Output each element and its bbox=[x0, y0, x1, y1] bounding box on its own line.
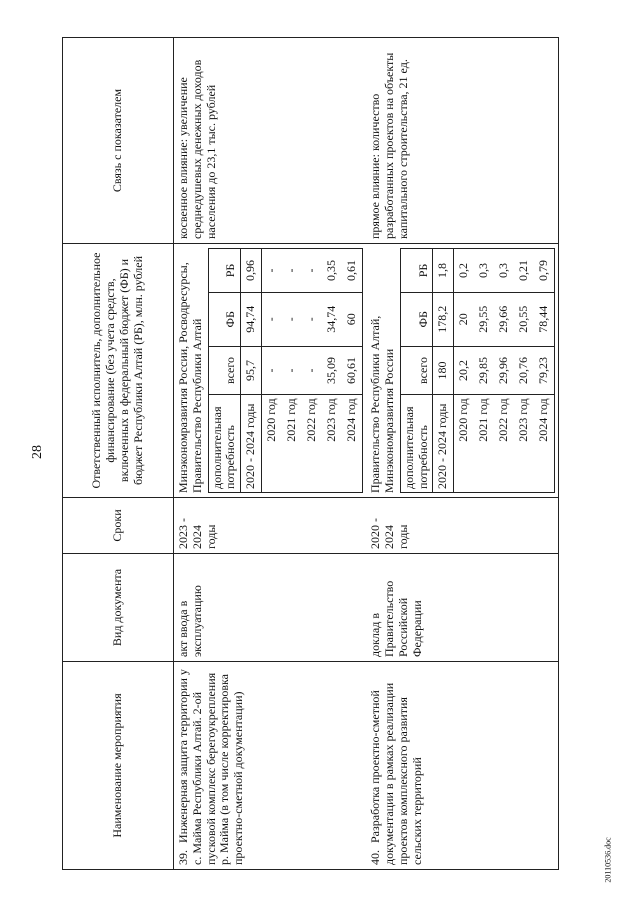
fin-row bbox=[494, 249, 514, 493]
fin-row bbox=[322, 249, 342, 493]
fin-total: 180 bbox=[433, 346, 454, 395]
header-measure-name: Наименование мероприятия bbox=[63, 662, 174, 870]
fin-period: 2021 год bbox=[282, 395, 302, 493]
terms-cell: 2023 - 2024 годы bbox=[174, 498, 367, 554]
fin-header-row bbox=[400, 249, 433, 493]
fin-total: 29,96 bbox=[494, 346, 514, 395]
page-number: 28 bbox=[30, 445, 45, 459]
fin-header-need: дополнительная потребность bbox=[400, 395, 433, 493]
executor-text: Минэкономразвития России, Росводресурсы, Правительство Республики Алтай bbox=[176, 262, 204, 493]
fin-total: 20,76 bbox=[514, 346, 534, 395]
fin-fb: 94,74 bbox=[241, 292, 262, 346]
fin-total: 95,7 bbox=[241, 346, 262, 395]
fin-fb: - bbox=[262, 292, 283, 346]
header-doc-type: Вид документа bbox=[63, 554, 174, 662]
fin-rb: 0,79 bbox=[534, 249, 555, 293]
fin-row bbox=[514, 249, 534, 493]
fin-period: 2020 год bbox=[454, 395, 475, 493]
header-terms: Сроки bbox=[63, 498, 174, 554]
doc-type-cell: доклад в Правительство Российской Федерации bbox=[366, 554, 559, 662]
measures-table bbox=[62, 37, 559, 870]
rotated-page-content bbox=[62, 38, 606, 870]
table-row bbox=[174, 38, 367, 870]
fin-rb: 0,3 bbox=[474, 249, 494, 293]
fin-rb: 0,35 bbox=[322, 249, 342, 293]
fin-fb: 34,74 bbox=[322, 292, 342, 346]
fin-row bbox=[241, 249, 262, 493]
fin-total: 79,23 bbox=[534, 346, 555, 395]
fin-header-fb: ФБ bbox=[400, 292, 433, 346]
financing-table bbox=[400, 248, 556, 493]
fin-fb: 178,2 bbox=[433, 292, 454, 346]
fin-total: 20,2 bbox=[454, 346, 475, 395]
header-responsible: Ответственный исполнитель, дополнительное финансирование (без учета средств, включенных в федеральный бюджет (ФБ) и бюджет Республики Алтай (РБ), млн. рублей bbox=[63, 244, 174, 498]
header-indicator-link: Связь с показателем bbox=[63, 38, 174, 244]
table-header-row bbox=[63, 38, 174, 870]
fin-rb: 0,3 bbox=[494, 249, 514, 293]
fin-fb: 60 bbox=[342, 292, 363, 346]
measure-name: Инженерная защита территории у с. Майма Республики Алтай. 2-ой пусковой комплекс берегоукрепления р. Майма (в том числе корректировка проектно-сметной документации) bbox=[176, 669, 246, 865]
fin-header-fb: ФБ bbox=[208, 292, 241, 346]
financing-table bbox=[208, 248, 364, 493]
fin-row bbox=[342, 249, 363, 493]
measure-number: 39. bbox=[176, 850, 190, 865]
fin-total: - bbox=[282, 346, 302, 395]
indicator-link-cell: прямое влияние: количество разработанных проектов на объекты капитального строительства, 21 ед. bbox=[366, 38, 559, 244]
fin-period: 2022 год bbox=[494, 395, 514, 493]
fin-fb: 20,55 bbox=[514, 292, 534, 346]
fin-total: - bbox=[262, 346, 283, 395]
fin-rb: 1,8 bbox=[433, 249, 454, 293]
fin-row bbox=[282, 249, 302, 493]
fin-period: 2022 год bbox=[302, 395, 322, 493]
fin-total: 29,85 bbox=[474, 346, 494, 395]
fin-period: 2024 год bbox=[342, 395, 363, 493]
footer-doc-code: 20110536.doc bbox=[603, 837, 613, 883]
fin-rb: 0,21 bbox=[514, 249, 534, 293]
fin-period: 2024 год bbox=[534, 395, 555, 493]
fin-total: 60,61 bbox=[342, 346, 363, 395]
fin-rb: - bbox=[302, 249, 322, 293]
doc-type-cell: акт ввода в эксплуатацию bbox=[174, 554, 367, 662]
executor-text: Правительство Республики Алтай, Минэкономразвития России bbox=[368, 315, 396, 493]
fin-period: 2023 год bbox=[322, 395, 342, 493]
fin-header-rb: РБ bbox=[400, 249, 433, 293]
measure-cell bbox=[174, 662, 367, 870]
fin-header-rb: РБ bbox=[208, 249, 241, 293]
fin-rb: 0,2 bbox=[454, 249, 475, 293]
fin-rb: - bbox=[282, 249, 302, 293]
table-body bbox=[174, 38, 559, 870]
fin-fb: - bbox=[282, 292, 302, 346]
fin-period: 2020 - 2024 годы bbox=[433, 395, 454, 493]
measure-cell bbox=[366, 662, 559, 870]
fin-row bbox=[534, 249, 555, 493]
fin-rb: 0,61 bbox=[342, 249, 363, 293]
fin-row bbox=[454, 249, 475, 493]
table-row bbox=[366, 38, 559, 870]
fin-row bbox=[433, 249, 454, 493]
fin-row bbox=[302, 249, 322, 493]
fin-period: 2020 - 2024 годы bbox=[241, 395, 262, 493]
fin-header-need: дополнительная потребность bbox=[208, 395, 241, 493]
measure-name: Разработка проектно-сметной документации в рамках реализации проектов комплексного развития сельских территорий bbox=[368, 682, 424, 865]
fin-fb: 20 bbox=[454, 292, 475, 346]
measure-number: 40. bbox=[368, 850, 383, 865]
fin-header-total: всего bbox=[208, 346, 241, 395]
indicator-link-cell: косвенное влияние: увеличение среднедушевых денежных доходов населения до 23,1 тыс. рублей bbox=[174, 38, 367, 244]
fin-period: 2020 год bbox=[262, 395, 283, 493]
fin-rb: 0,96 bbox=[241, 249, 262, 293]
fin-fb: 29,66 bbox=[494, 292, 514, 346]
fin-row bbox=[474, 249, 494, 493]
fin-header-row bbox=[208, 249, 241, 493]
responsible-cell bbox=[366, 244, 559, 498]
fin-row bbox=[262, 249, 283, 493]
fin-total: 35,09 bbox=[322, 346, 342, 395]
fin-period: 2021 год bbox=[474, 395, 494, 493]
fin-header-total: всего bbox=[400, 346, 433, 395]
fin-fb: 29,55 bbox=[474, 292, 494, 346]
terms-cell: 2020 - 2024 годы bbox=[366, 498, 559, 554]
fin-fb: 78,44 bbox=[534, 292, 555, 346]
fin-rb: - bbox=[262, 249, 283, 293]
fin-total: - bbox=[302, 346, 322, 395]
responsible-cell bbox=[174, 244, 367, 498]
fin-period: 2023 год bbox=[514, 395, 534, 493]
fin-fb: - bbox=[302, 292, 322, 346]
